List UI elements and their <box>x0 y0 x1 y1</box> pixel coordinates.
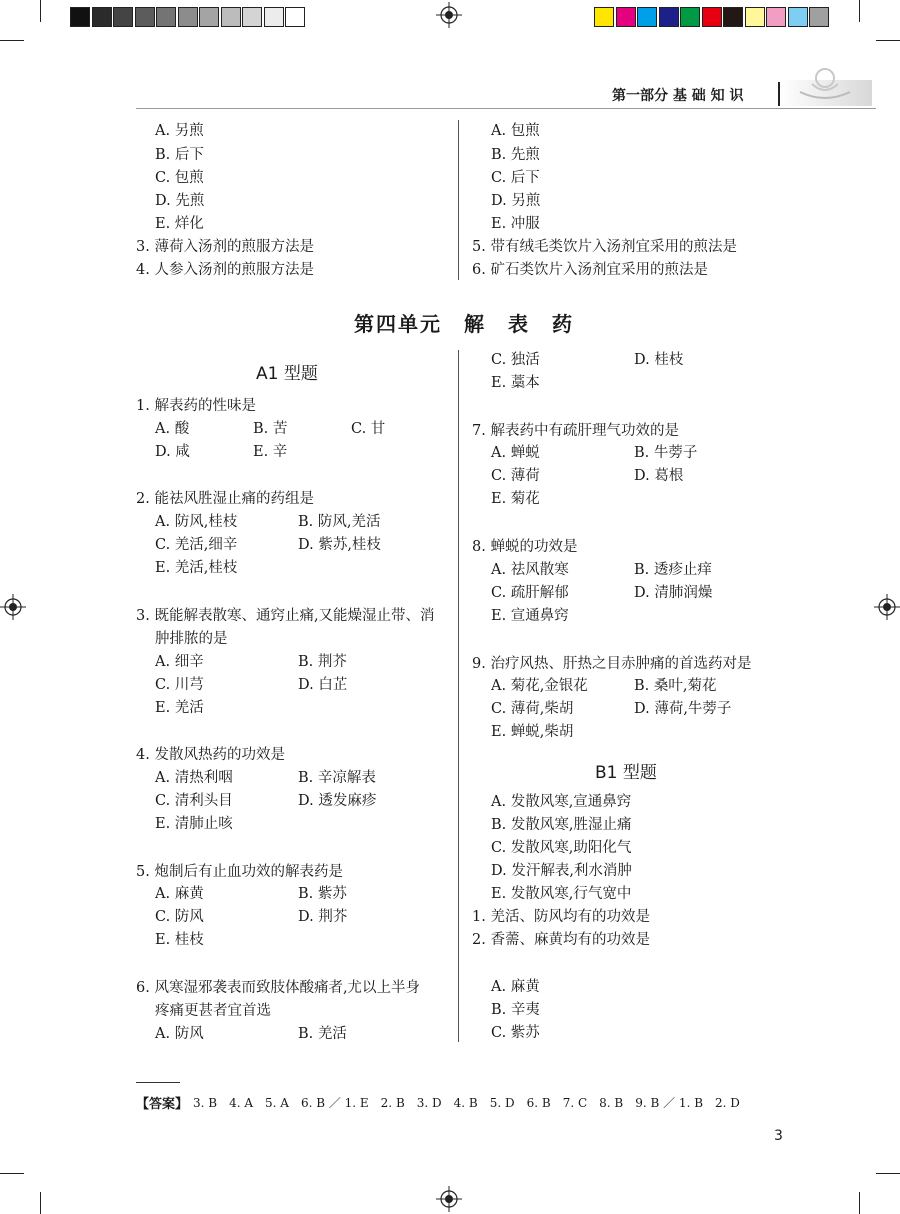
option: D. 清肺润燥 <box>634 585 713 601</box>
crop-mark <box>876 1173 900 1174</box>
crop-mark <box>859 1192 860 1214</box>
option: A. 蝉蜕 <box>491 445 540 461</box>
question: 6. 矿石类饮片入汤剂宜采用的煎法是 <box>472 262 708 278</box>
option: D. 透发麻疹 <box>298 793 377 809</box>
color-swatch <box>702 7 722 27</box>
option: D. 另煎 <box>491 193 541 209</box>
crop-mark <box>40 1192 41 1214</box>
option: E. 辛 <box>253 444 288 460</box>
color-swatch <box>637 7 657 27</box>
option: A. 防风,桂枝 <box>155 514 238 530</box>
color-swatch <box>594 7 614 27</box>
option: C. 清利头目 <box>155 793 233 809</box>
option: E. 桂枝 <box>155 932 204 948</box>
answers-label: 【答案】 <box>136 1097 189 1112</box>
option: C. 薄荷 <box>491 468 540 484</box>
column-divider <box>458 350 459 1042</box>
unit-title: 第四单元 解 表 药 <box>354 312 574 336</box>
color-swatch <box>723 7 743 27</box>
option: B. 羌活 <box>298 1026 347 1042</box>
question-stem: 4. 发散风热药的功效是 <box>136 747 285 763</box>
gray-swatch <box>70 7 90 27</box>
option: E. 菊花 <box>491 491 540 507</box>
crop-mark <box>0 1173 24 1174</box>
header-rule <box>136 108 876 109</box>
question-stem: 2. 能祛风胜湿止痛的药组是 <box>136 491 314 507</box>
option: E. 烊化 <box>155 216 204 232</box>
gray-swatch <box>285 7 305 27</box>
option: B. 发散风寒,胜湿止痛 <box>491 817 632 833</box>
option: A. 麻黄 <box>155 886 204 902</box>
option: D. 先煎 <box>155 193 205 209</box>
option: C. 薄荷,柴胡 <box>491 701 574 717</box>
option: B. 辛凉解表 <box>298 770 376 786</box>
question-stem: 1. 解表药的性味是 <box>136 398 256 414</box>
question-stem: 8. 蝉蜕的功效是 <box>472 539 578 555</box>
question-stem: 肿排脓的是 <box>155 631 228 647</box>
option: A. 发散风寒,宣通鼻窍 <box>491 794 632 810</box>
registration-mark-icon <box>436 2 462 28</box>
crop-mark <box>0 40 24 41</box>
option: C. 川芎 <box>155 677 204 693</box>
option: E. 宣通鼻窍 <box>491 608 569 624</box>
color-swatch <box>766 7 786 27</box>
gray-swatch <box>221 7 241 27</box>
answers-text: 3. B 4. A 5. A 6. B ／ 1. E 2. B 3. D 4. B 5. D 6. B 7. C 8. B 9. B ／ 1. B 2. D <box>193 1096 740 1110</box>
question-stem: 6. 风寒湿邪袭表而致肢体酸痛者,尤以上半身 <box>136 980 421 996</box>
option: A. 包煎 <box>491 123 540 139</box>
column-divider <box>458 120 459 280</box>
question: 1. 羌活、防风均有的功效是 <box>472 909 650 925</box>
question: 5. 带有绒毛类饮片入汤剂宜采用的煎法是 <box>472 239 737 255</box>
option: E. 发散风寒,行气宽中 <box>491 886 632 902</box>
option: E. 藁本 <box>491 375 540 391</box>
option: C. 疏肝解郁 <box>491 585 569 601</box>
option: D. 咸 <box>155 444 190 460</box>
option: A. 麻黄 <box>491 979 540 995</box>
option: C. 紫苏 <box>491 1025 540 1041</box>
option: B. 后下 <box>155 147 204 163</box>
option: C. 防风 <box>155 909 204 925</box>
header-section-label: 第一部分 基 础 知 识 <box>612 88 744 104</box>
gray-swatch <box>113 7 133 27</box>
option: D. 荆芥 <box>298 909 348 925</box>
option: A. 酸 <box>155 421 190 437</box>
option: B. 先煎 <box>491 147 540 163</box>
page-number: 3 <box>774 1128 783 1144</box>
gray-swatch <box>156 7 176 27</box>
crop-mark <box>876 40 900 41</box>
a1-section-title: A1 型题 <box>256 364 318 384</box>
answers-rule <box>136 1082 180 1083</box>
gray-swatch <box>199 7 219 27</box>
question-stem: 5. 炮制后有止血功效的解表药是 <box>136 864 343 880</box>
option: E. 羌活 <box>155 700 204 716</box>
crop-mark <box>859 0 860 22</box>
option: C. 发散风寒,助阳化气 <box>491 840 632 856</box>
option: B. 辛夷 <box>491 1002 540 1018</box>
registration-mark-icon <box>874 594 900 620</box>
question-stem: 疼痛更甚者宜首选 <box>155 1003 271 1019</box>
color-swatch <box>788 7 808 27</box>
color-swatch <box>680 7 700 27</box>
option: B. 透疹止痒 <box>634 562 712 578</box>
option: B. 桑叶,菊花 <box>634 678 717 694</box>
color-swatch <box>745 7 765 27</box>
option: D. 葛根 <box>634 468 684 484</box>
registration-mark-icon <box>436 1186 462 1212</box>
option: D. 桂枝 <box>634 352 684 368</box>
question-stem: 3. 既能解表散寒、通窍止痛,又能燥湿止带、消 <box>136 608 435 624</box>
option: C. 后下 <box>491 170 540 186</box>
crop-mark <box>40 0 41 22</box>
option: C. 包煎 <box>155 170 204 186</box>
option: B. 紫苏 <box>298 886 347 902</box>
question-stem: 7. 解表药中有疏肝理气功效的是 <box>472 423 679 439</box>
question: 4. 人参入汤剂的煎服方法是 <box>136 262 314 278</box>
option: A. 清热利咽 <box>155 770 233 786</box>
header-divider <box>778 82 780 106</box>
option: E. 蝉蜕,柴胡 <box>491 724 574 740</box>
question-stem: 9. 治疗风热、肝热之目赤肿痛的首选药对是 <box>472 656 752 672</box>
option: D. 白芷 <box>298 677 348 693</box>
color-swatch <box>616 7 636 27</box>
b1-section-title: B1 型题 <box>595 763 657 783</box>
option: B. 防风,羌活 <box>298 514 381 530</box>
color-swatch <box>809 7 829 27</box>
option: D. 发汗解表,利水消肿 <box>491 863 632 879</box>
option: C. 甘 <box>351 421 386 437</box>
option: A. 菊花,金银花 <box>491 678 588 694</box>
option: E. 羌活,桂枝 <box>155 560 238 576</box>
header-logo-icon <box>790 62 860 106</box>
option: C. 独活 <box>491 352 540 368</box>
gray-swatch <box>178 7 198 27</box>
option: E. 冲服 <box>491 216 540 232</box>
option: B. 苦 <box>253 421 288 437</box>
option: A. 祛风散寒 <box>491 562 569 578</box>
registration-mark-icon <box>0 594 26 620</box>
option: A. 另煎 <box>155 123 204 139</box>
option: B. 牛蒡子 <box>634 445 698 461</box>
option: E. 清肺止咳 <box>155 816 233 832</box>
option: A. 细辛 <box>155 654 204 670</box>
option: C. 羌活,细辛 <box>155 537 238 553</box>
option: B. 荆芥 <box>298 654 347 670</box>
gray-swatch <box>264 7 284 27</box>
gray-swatch <box>135 7 155 27</box>
color-swatch <box>659 7 679 27</box>
question: 3. 薄荷入汤剂的煎服方法是 <box>136 239 314 255</box>
option: A. 防风 <box>155 1026 204 1042</box>
question: 2. 香薷、麻黄均有的功效是 <box>472 932 650 948</box>
gray-swatch <box>92 7 112 27</box>
option: D. 薄荷,牛蒡子 <box>634 701 732 717</box>
option: D. 紫苏,桂枝 <box>298 537 381 553</box>
gray-swatch <box>242 7 262 27</box>
